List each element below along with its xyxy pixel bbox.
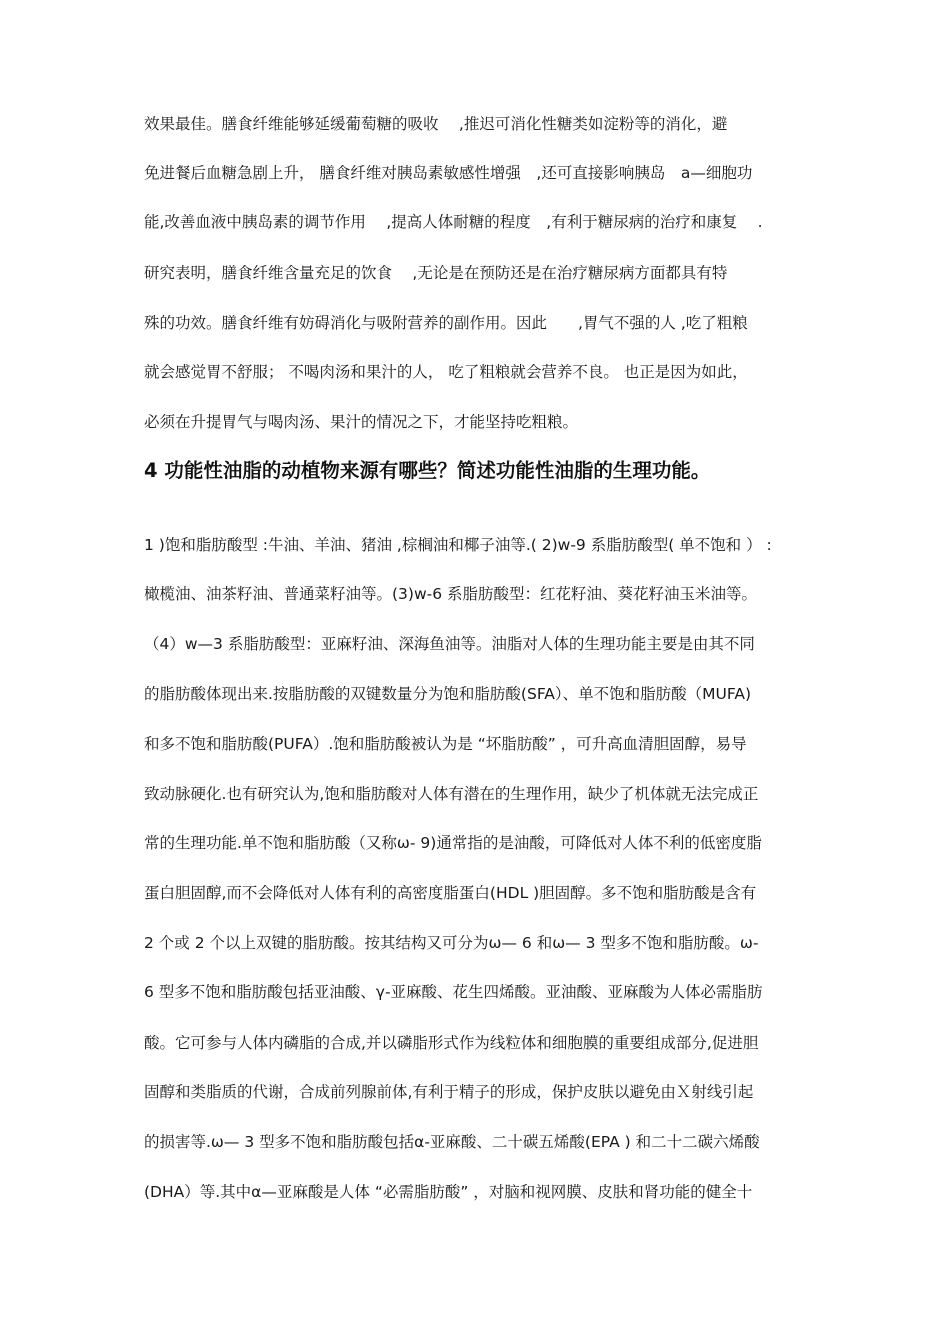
- paragraph-1-line-6: 就会感觉胃不舒服； 不喝肉汤和果汁的人， 吃了粗粮就会营养不良。 也正是因为如此，: [144, 363, 748, 381]
- paragraph-2-line-1: 1 )饱和脂肪酸型 :牛油、羊油、猪油 ,棕榈油和椰子油等.( 2)w-9 系脂肪酸型( 单不饱和 ） :: [144, 536, 772, 554]
- paragraph-1-line-1: 效果最佳。膳食纤维能够延缓葡萄糖的吸收 ,推迟可消化性糖类如淀粉等的消化，避: [144, 115, 728, 133]
- paragraph-2-line-8: 蛋白胆固醇,而不会降低对人体有利的高密度脂蛋白(HDL )胆固醇。多不饱和脂肪酸是含有: [144, 884, 757, 902]
- paragraph-1-line-2: 免进餐后血糖急剧上升， 膳食纤维对胰岛素敏感性增强 ,还可直接影响胰岛 a—细胞功: [144, 164, 753, 182]
- paragraph-2-line-4: 的脂肪酸体现出来.按脂肪酸的双键数量分为饱和脂肪酸(SFA）、单不饱和脂肪酸（MUFA): [144, 685, 752, 703]
- paragraph-2-line-5: 和多不饱和脂肪酸(PUFA）.饱和脂肪酸被认为是 “坏脂肪酸” ，可升高血清胆固醇，易导: [144, 735, 747, 753]
- paragraph-2-line-13: 的损害等.ω— 3 型多不饱和脂肪酸包括α-亚麻酸、二十碳五烯酸(EPA ) 和二十二碳六烯酸: [144, 1133, 760, 1151]
- paragraph-1-line-7: 必须在升提胃气与喝肉汤、果汁的情况之下，才能坚持吃粗粮。: [144, 413, 579, 431]
- paragraph-2-line-12: 固醇和类脂质的代谢，合成前列腺前体,有利于精子的形成，保护皮肤以避免由Ｘ射线引起: [144, 1083, 754, 1101]
- section-heading: 4 功能性油脂的动植物来源有哪些？简述功能性油脂的生理功能。: [144, 459, 711, 482]
- paragraph-2-line-10: 6 型多不饱和脂肪酸包括亚油酸、γ-亚麻酸、花生四烯酸。亚油酸、亚麻酸为人体必需脂肪: [144, 983, 763, 1001]
- paragraph-2-line-14: (DHA）等.其中α—亚麻酸是人体 “必需脂肪酸” ，对脑和视网膜、皮肤和肾功能的健全十: [144, 1183, 753, 1201]
- paragraph-1-line-5: 殊的功效。膳食纤维有妨碍消化与吸附营养的副作用。因此 ,胃气不强的人 ,吃了粗粮: [144, 314, 748, 332]
- paragraph-2-line-2: 橄榄油、油茶籽油、普通菜籽油等。(3)w-6 系脂肪酸型：红花籽油、葵花籽油玉米油等。: [144, 585, 758, 603]
- paragraph-2-line-6: 致动脉硬化.也有研究认为,饱和脂肪酸对人体有潜在的生理作用，缺少了机体就无法完成正: [144, 785, 759, 803]
- paragraph-1-line-3: 能,改善血液中胰岛素的调节作用 ,提高人体耐糖的程度 ,有利于糖尿病的治疗和康复 .: [144, 213, 763, 231]
- paragraph-2-line-11: 酸。它可参与人体内磷脂的合成,并以磷脂形式作为线粒体和细胞膜的重要组成部分,促进胆: [144, 1034, 759, 1052]
- paragraph-1-line-4: 研究表明，膳食纤维含量充足的饮食 ,无论是在预防还是在治疗糖尿病方面都具有特: [144, 264, 728, 282]
- paragraph-2-line-7: 常的生理功能.单不饱和脂肪酸（又称ω- 9)通常指的是油酸，可降低对人体不利的低密度脂: [144, 834, 762, 852]
- paragraph-2-line-3: （4）w—3 系脂肪酸型：亚麻籽油、深海鱼油等。油脂对人体的生理功能主要是由其不同: [144, 635, 755, 653]
- paragraph-2-line-9: 2 个或 2 个以上双键的脂肪酸。按其结构又可分为ω— 6 和ω— 3 型多不饱和脂肪酸。ω-: [144, 934, 759, 952]
